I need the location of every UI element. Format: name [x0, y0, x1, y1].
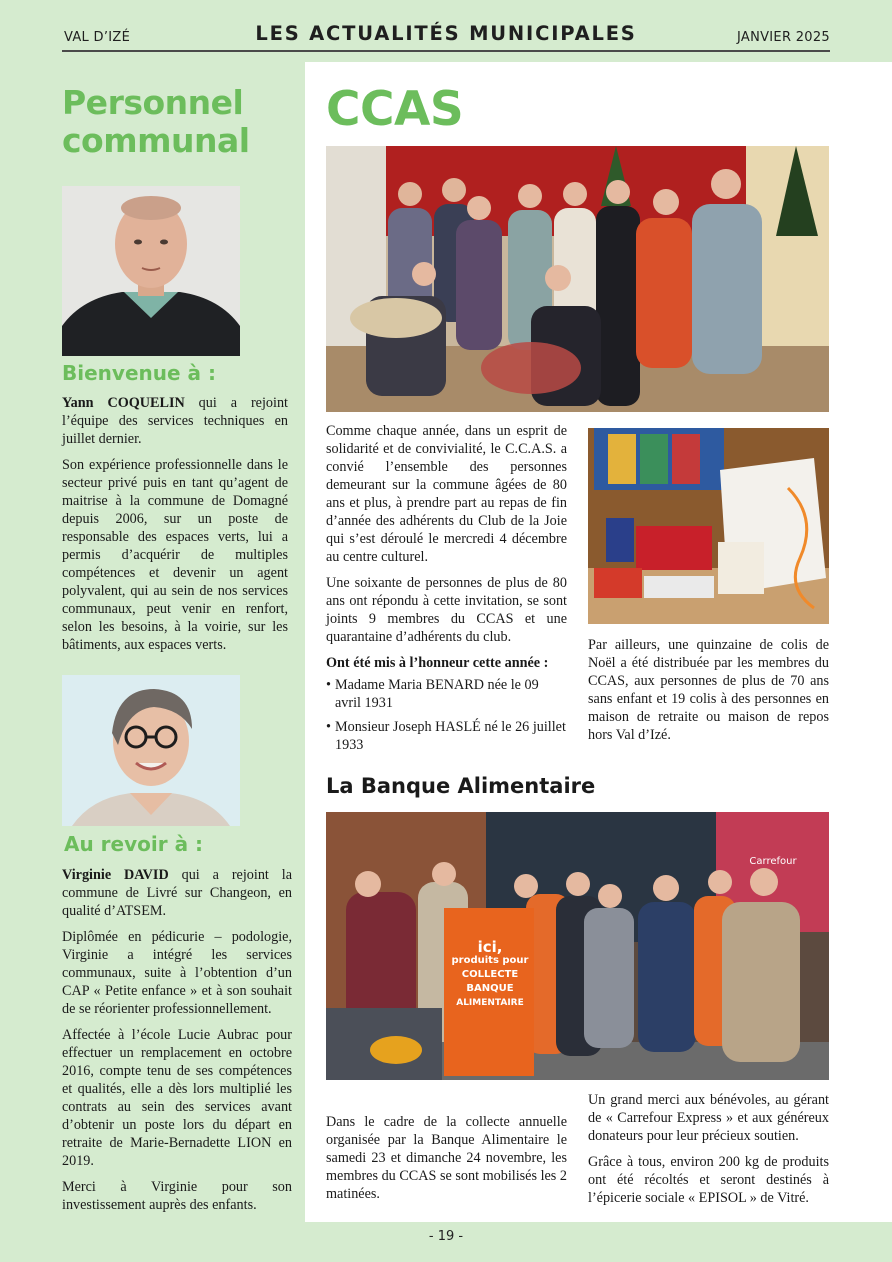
christmas-gift-photo [588, 428, 829, 624]
collecte-sign-line2: produits pour [451, 955, 529, 966]
goodbye-paragraph-4: Merci à Virginie pour son investissement auprès des enfants. [62, 1179, 292, 1213]
goodbye-text [62, 866, 292, 1222]
ccas-honor-heading: Ont été mis à l’honneur cette année : [326, 655, 549, 671]
header-rule [62, 50, 830, 52]
collecte-sign-line4: BANQUE [466, 983, 514, 994]
banque-left-text [326, 1113, 567, 1211]
goodbye-paragraph-2: Diplômée en pédicurie – podologie, Virginie a intégré les services communaux, suite à l’obtention d’un CAP « Petite enfance » et à son souhait de se réorienter professionnellement. [62, 929, 292, 1017]
goodbye-name: Virginie DAVID [62, 867, 169, 883]
goodbye-intro: qui a rejoint la commune de Livré sur Changeon, en qualité d’ATSEM. [62, 867, 293, 919]
portrait-virginie-david [62, 675, 240, 826]
welcome-paragraph-2: Son expérience professionnelle dans le secteur privé puis en tant qu’agent de maitrise à la commune de Domagné depuis 2006, sur un poste de responsable des espaces verts, lui a permis d’acquérir de multiples compétences et devenir un agent polyvalent, qui au sein de nos services communaux, peut venir en renfort, selon les besoins, à la voirie, sur les bâtiments, aux espaces verts. [62, 457, 288, 653]
sidebar-title-line2: communal [62, 121, 250, 160]
collecte-sign-line5: ALIMENTAIRE [456, 998, 524, 1008]
banque-title: La Banque Alimentaire [326, 774, 596, 798]
banque-paragraph-1: Dans le cadre de la collecte annuelle organisée par la Banque Alimentaire le samedi 23 et dimanche 24 novembre, les membres du CCAS se sont mobilisés les 2 matinées. [326, 1114, 567, 1202]
banque-group-illustration [326, 812, 829, 1080]
welcome-text [62, 394, 288, 662]
welcome-intro: qui a rejoint l’équipe des services techniques en juillet dernier. [62, 395, 288, 447]
banque-paragraph-2: Un grand merci aux bénévoles, au gérant de « Carrefour Express » et aux généreux donateurs pour leur précieux soutien. [588, 1092, 829, 1144]
gift-package-illustration [588, 428, 829, 624]
welcome-name: Yann COQUELIN [62, 395, 185, 411]
carrefour-store-sign: Carrefour [749, 856, 797, 867]
ccas-honoree-item: • Madame Maria BENARD née le 09 avril 1931 [326, 676, 567, 712]
ccas-title: CCAS [326, 82, 464, 137]
goodbye-paragraph-3: Affectée à l’école Lucie Aubrac pour effectuer un remplacement en octobre 2016, compte tenu de ses compétences et qualités, elle a dès lors multiplié les contrats au sein des services avant d’obtenir un poste lors du départ en retraite de Marie-Bernadette LION en 2019. [62, 1027, 292, 1169]
banque-paragraph-3: Grâce à tous, environ 200 kg de produits ont été récoltés et seront destinés à l’épicerie sociale « EPISOL » de Vitré. [588, 1154, 829, 1206]
collecte-sign-line3: COLLECTE [461, 969, 519, 980]
ccas-left-text [326, 422, 567, 760]
portrait-woman-illustration [62, 675, 240, 826]
banque-right-text [588, 1091, 829, 1215]
welcome-paragraph-1 [62, 394, 288, 448]
portrait-yann-coquelin [62, 186, 240, 356]
ccas-right-text [588, 636, 829, 752]
banque-group-photo [326, 812, 829, 1080]
sidebar-title [62, 84, 302, 160]
collecte-sign [450, 940, 530, 1010]
collecte-sign-line1: ici, [477, 938, 503, 956]
header-town: VAL D’IZÉ [64, 30, 131, 45]
header-date: JANVIER 2025 [736, 30, 830, 45]
ccas-honoree-list [326, 676, 567, 754]
ccas-honoree-item: • Monsieur Joseph HASLÉ né le 26 juillet 1933 [326, 718, 567, 754]
ccas-group-photo [326, 146, 829, 412]
ccas-group-illustration [326, 146, 829, 412]
goodbye-heading: Au revoir à : [64, 832, 204, 856]
welcome-heading: Bienvenue à : [62, 361, 216, 385]
portrait-man-illustration [62, 186, 240, 356]
sidebar-title-line1: Personnel [62, 83, 244, 122]
ccas-paragraph-2: Une soixante de personnes de plus de 80 ans ont répondu à cette invitation, se sont joints 9 membres du CCAS et une quarantaine d’adhérents du club. [326, 575, 567, 645]
page-number: - 19 - [428, 1229, 464, 1244]
ccas-paragraph-3: Par ailleurs, une quinzaine de colis de Noël a été distribuée par les membres du CCAS, aux personnes de plus de 70 ans sans enfant et 19 colis à des personnes en maison de retraite ou maison de repos hors Val d’Izé. [588, 637, 829, 743]
header-title: LES ACTUALITÉS MUNICIPALES [255, 22, 637, 45]
ccas-paragraph-1: Comme chaque année, dans un esprit de solidarité et de convivialité, le C.C.A.S. a convié l’ensemble des personnes demeurant sur la commune âgées de 80 ans et plus, à prendre part au repas de fin d’année des adhérents du Club de la Joie qui s’est déroulé le mercredi 4 décembre au centre culturel. [326, 423, 567, 565]
goodbye-paragraph-1 [62, 866, 292, 920]
